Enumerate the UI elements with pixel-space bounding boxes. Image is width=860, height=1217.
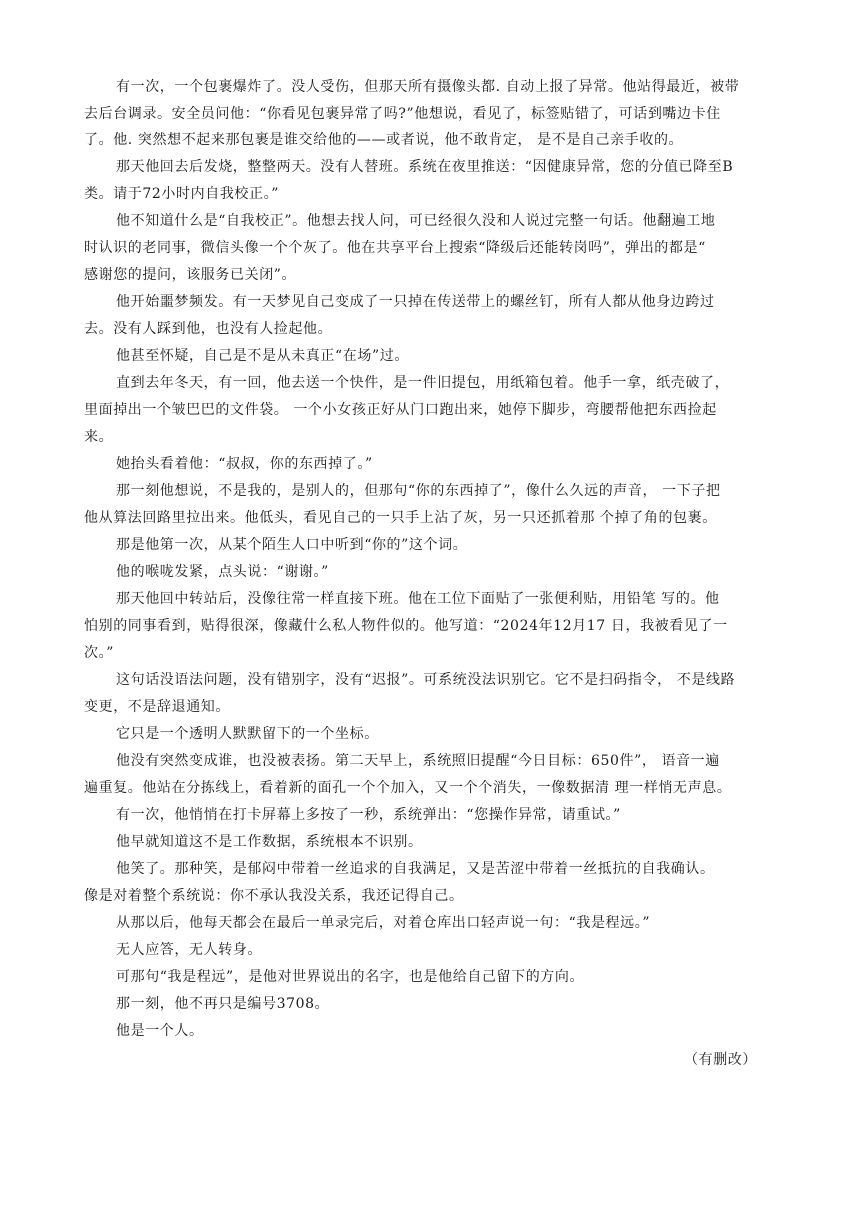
text-line: 他的喉咙发紧，点头说：“谢谢。” <box>116 564 329 580</box>
text-line: 他开始噩梦频发。有一天梦见自己变成了一只掉在传送带上的螺丝钉，所有人都从他身边跨过 <box>116 294 715 310</box>
text-line: 了。他. 突然想不起来那包裹是谁交给他的——或者说，他不敢肯定， 是不是自己亲手收的。 <box>84 132 684 148</box>
text-line: 他笑了。那种笑，是郁闷中带着一丝追求的自我满足，又是苦涩中带着一丝抵抗的自我确认。 <box>116 861 715 877</box>
text-line: 遍重复。他站在分拣线上，看着新的面孔一个个加入，又一个个消失，一像数据清 理一样悄无声息。 <box>84 780 732 796</box>
text-line: 怕别的同事看到，贴得很深，像藏什么私人物件似的。他写道：“2024年12月17 日，我被看见了一 <box>84 618 728 634</box>
text-line: 像是对着整个系统说：你不承认我没关系，我还记得自己。 <box>84 888 464 904</box>
text-line: 感谢您的提问，该服务已关闭”。 <box>84 267 297 283</box>
text-line: 他没有突然变成谁，也没被表扬。第二天早上，系统照旧提醒“今日目标：650件”， 语音一遍 <box>116 753 720 769</box>
text-line: 那是他第一次，从某个陌生人口中听到“你的”这个词。 <box>116 537 468 553</box>
text-line: 无人应答，无人转身。 <box>116 942 262 958</box>
text-line: 那天他回去后发烧，整整两天。没有人替班。系统在夜里推送：“因健康异常，您的分值已降至B <box>116 159 734 175</box>
text-line: 她抬头看着他：“叔叔，你的东西掉了。” <box>116 456 373 472</box>
text-line: 来。 <box>84 429 114 445</box>
text-line: 里面掉出一个皱巴巴的文件袋。 一个小女孩正好从门口跑出来，她停下脚步，弯腰帮他把东西捡起 <box>84 402 717 418</box>
text-line: 他甚至怀疑，自己是不是从未真正“在场”过。 <box>116 348 409 364</box>
text-line: 次。” <box>84 645 114 661</box>
text-line: 那一刻他想说，不是我的，是别人的，但那句“你的东西掉了”，像什么久远的声音， 一下子把 <box>116 483 721 499</box>
text-line: 类。请于72小时内自我校正。” <box>84 186 279 202</box>
text-line: 那天他回中转站后，没像往常一样直接下班。他在工位下面贴了一张便利贴，用铅笔 写的。他 <box>116 591 720 607</box>
text-line: 它只是一个透明人默默留下的一个坐标。 <box>116 726 379 742</box>
text-line: 有一次，一个包裹爆炸了。没人受伤，但那天所有摄像头都. 自动上报了异常。他站得最近，被带 <box>116 79 740 95</box>
text-line: 变更，不是辞退通知。 <box>84 699 230 715</box>
text-line: 有一次，他悄悄在打卡屏幕上多按了一秒，系统弹出：“您操作异常，请重试。” <box>116 807 621 823</box>
text-line: 他是一个人。 <box>116 1023 204 1039</box>
text-line: 这句话没语法问题，没有错别字，没有“迟报”。可系统没法识别它。它不是扫码指令， 不是线路 <box>116 672 736 688</box>
text-line: 他从算法回路里拉出来。他低头，看见自己的一只手上沾了灰，另一只还抓着那 个掉了角的包裹。 <box>84 510 717 526</box>
text-line: 去。没有人踩到他，也没有人捡起他。 <box>84 321 333 337</box>
text-line: 时认识的老同事，微信头像一个个灰了。他在共享平台上搜索“降级后还能转岗吗”，弹出的都是“ <box>84 240 706 256</box>
text-line: 他早就知道这不是工作数据，系统根本不识别。 <box>116 834 423 850</box>
text-line: 他不知道什么是“自我校正”。他想去找人问，可已经很久没和人说过完整一句话。他翻遍工地 <box>116 213 716 229</box>
text-line: 那一刻，他不再只是编号3708。 <box>116 996 330 1012</box>
text-line: 去后台调录。安全员问他：“你看见包裹异常了吗?”他想说，看见了，标签贴错了，可话到嘴边卡住 <box>84 106 721 122</box>
text-line: 直到去年冬天，有一回，他去送一个快件，是一件旧提包，用纸箱包着。他手一拿，纸壳破了， <box>116 375 730 391</box>
text-line: 可那句“我是程远”，是他对世界说出的名字，也是他给自己留下的方向。 <box>116 969 585 985</box>
text-line: 从那以后，他每天都会在最后一单录完后，对着仓库出口轻声说一句：“我是程远。” <box>116 915 651 931</box>
revision-note: （有删改） <box>684 1052 757 1068</box>
